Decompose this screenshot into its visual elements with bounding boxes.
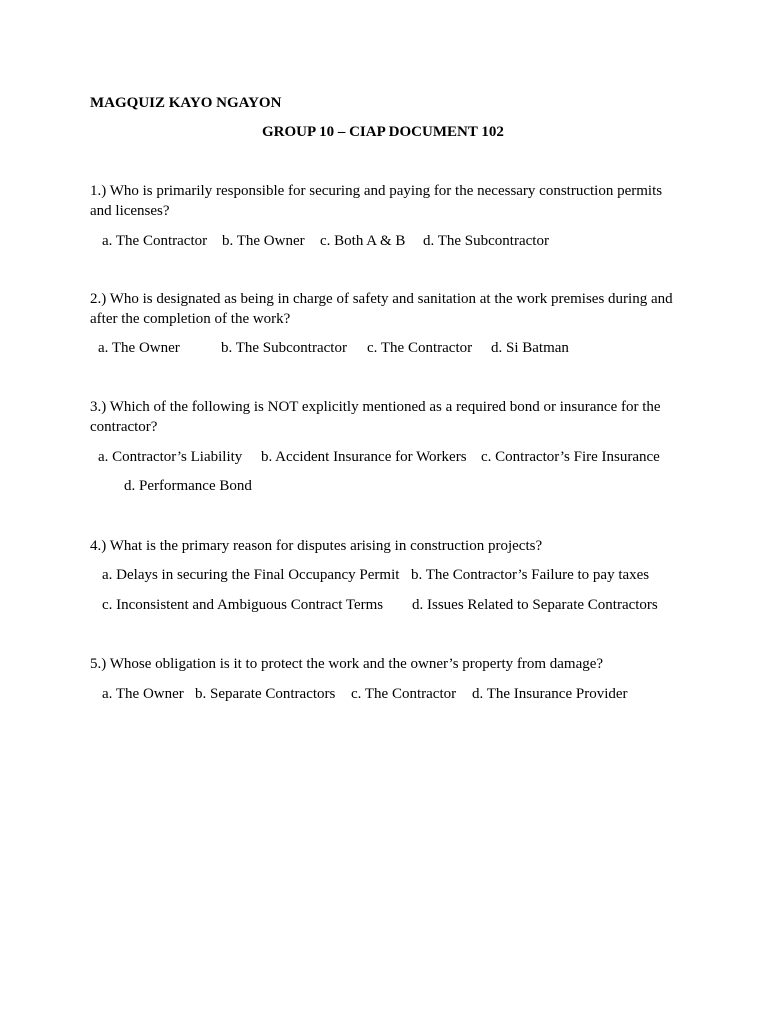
question-5-option-d: d. The Insurance Provider <box>472 686 628 702</box>
question-4-option-a: a. Delays in securing the Final Occupancy Permit <box>102 567 400 583</box>
question-1-text-line-2: and licenses? <box>90 203 170 219</box>
question-3-option-c: c. Contractor’s Fire Insurance <box>481 449 660 465</box>
question-4-option-b: b. The Contractor’s Failure to pay taxes <box>411 567 650 583</box>
question-5-text-line-1: 5.) Whose obligation is it to protect the work and the owner’s property from damage? <box>90 656 604 672</box>
question-3-option-b: b. Accident Insurance for Workers <box>261 449 467 465</box>
question-5-option-b: b. Separate Contractors <box>195 686 336 702</box>
question-2-option-a: a. The Owner <box>98 340 180 356</box>
question-4-option-d: d. Issues Related to Separate Contractors <box>412 597 658 613</box>
question-3-text-line-2: contractor? <box>90 419 158 435</box>
question-2-option-b: b. The Subcontractor <box>221 340 347 356</box>
question-3-text-line-1: 3.) Which of the following is NOT explicitly mentioned as a required bond or insurance for the <box>90 399 661 415</box>
question-4-text-line-1: 4.) What is the primary reason for disputes arising in construction projects? <box>90 538 543 554</box>
question-1-text-line-1: 1.) Who is primarily responsible for securing and paying for the necessary construction permits <box>90 183 663 199</box>
question-2-text-line-1: 2.) Who is designated as being in charge of safety and sanitation at the work premises during and <box>90 291 673 307</box>
question-1-option-d: d. The Subcontractor <box>423 233 549 249</box>
question-5-option-c: c. The Contractor <box>351 686 457 702</box>
question-2-text-line-2: after the completion of the work? <box>90 311 291 327</box>
document-subtitle: GROUP 10 – CIAP DOCUMENT 102 <box>262 124 504 140</box>
question-1-option-a: a. The Contractor <box>102 233 208 249</box>
question-1-option-b: b. The Owner <box>222 233 305 249</box>
question-3-option-a: a. Contractor’s Liability <box>98 449 243 465</box>
question-3-option-d: d. Performance Bond <box>124 478 252 494</box>
question-4-option-c: c. Inconsistent and Ambiguous Contract Terms <box>102 597 384 613</box>
question-5-option-a: a. The Owner <box>102 686 184 702</box>
document-title: MAGQUIZ KAYO NGAYON <box>90 95 282 111</box>
question-2-option-d: d. Si Batman <box>491 340 569 356</box>
question-1-option-c: c. Both A & B <box>320 233 406 249</box>
question-2-option-c: c. The Contractor <box>367 340 473 356</box>
